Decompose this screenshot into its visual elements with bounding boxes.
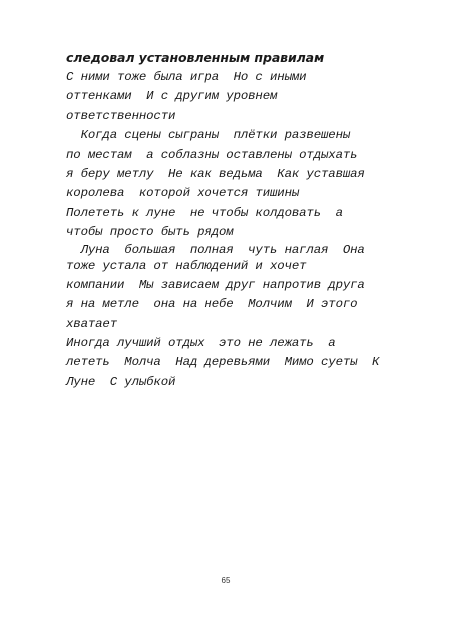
- text-line: С ними тоже была игра Но с иными: [66, 70, 307, 84]
- text-block: [66, 50, 396, 392]
- text-line: Луне С улыбкой: [66, 374, 176, 389]
- text-line: по местам а соблазны оставлены отдыхать: [66, 147, 358, 162]
- text-line: я беру метлу Не как ведьма Как уставшая: [66, 166, 365, 181]
- text-line: ответственности: [66, 108, 176, 123]
- text-line: я на метле она на небе Молчим И этого: [66, 297, 358, 312]
- text-line: королева которой хочется тишины: [66, 186, 300, 201]
- page-number: 65: [221, 576, 231, 585]
- text-line: Иногда лучший отдых это не лежать а: [66, 336, 336, 351]
- text-line: Когда сцены сыграны плётки развешены: [66, 128, 351, 143]
- text-line: лететь Молча Над деревьями Мимо суеты К: [66, 355, 380, 370]
- text-line: чтобы просто быть рядом: [66, 225, 234, 240]
- text-line: Полететь к луне не чтобы колдовать а: [66, 205, 343, 220]
- text-line: компании Мы зависаем друг напротив друга: [66, 277, 365, 292]
- text-line: оттенками И с другим уровнем: [66, 89, 278, 104]
- text-line: Луна большая полная чуть наглая Она: [66, 242, 365, 257]
- text-line: тоже устала от наблюдений и хочет: [66, 258, 307, 273]
- section-heading: следовал установленным правилам: [66, 50, 325, 65]
- text-line: хватает: [66, 316, 117, 331]
